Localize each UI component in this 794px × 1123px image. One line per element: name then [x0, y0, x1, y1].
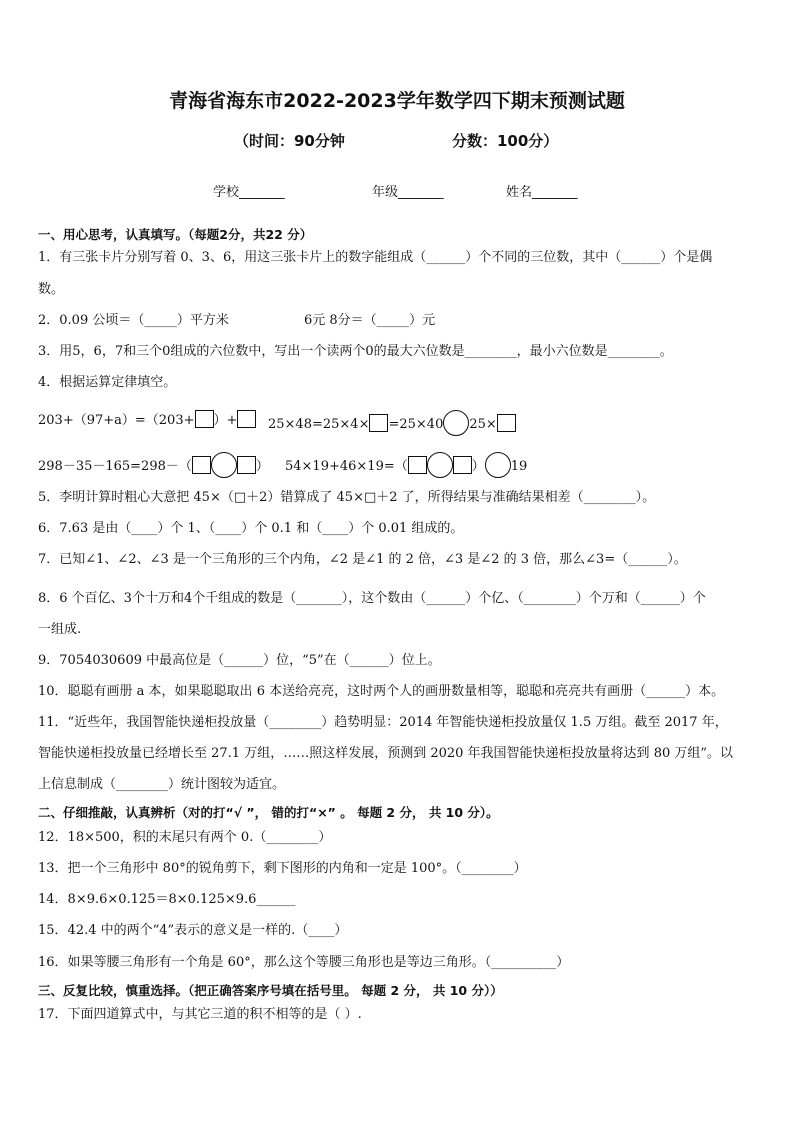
equation-2-text-a: 25×48=25×4×: [268, 417, 370, 432]
question-17: 17．下面四道算式中，与其它三道的积不相等的是（ ）.: [38, 1007, 362, 1022]
question-4: 4．根据运算定律填空。: [38, 375, 177, 390]
question-5: 5．李明计算时粗心大意把 45×（□＋2）错算成了 45×□＋2 了，所得结果与准确结果相差（________）。: [38, 490, 656, 505]
question-10: 10．聪聪有画册 a 本，如果聪聪取出 6 本送给亮亮，这时两个人的画册数量相等，聪聪和亮亮共有画册（______）本。: [38, 684, 725, 699]
equation-2-text-b: =25×40: [388, 417, 444, 432]
answer-box[interactable]: [237, 456, 256, 474]
question-1-line-1: 1．有三张卡片分别写着 0、3、6，用这三张卡片上的数字能组成（______）个不同的三位数，其中（______）个是偶: [38, 250, 713, 265]
exam-time: （时间：90分钟: [234, 132, 345, 150]
equation-3-text-b: ）: [255, 459, 269, 474]
equation-1: [38, 410, 256, 430]
equation-4-text-a: 54×19+46×19=（: [285, 459, 408, 474]
exam-score: 分数：100分）: [452, 132, 559, 150]
answer-box[interactable]: [497, 414, 516, 432]
grade-field[interactable]: 年级_______: [372, 185, 444, 200]
school-field[interactable]: 学校_______: [213, 185, 285, 200]
question-13: 13．把一个三角形中 80°的锐角剪下，剩下图形的内角和一定是 100°。（________）: [38, 861, 527, 876]
answer-box[interactable]: [237, 410, 256, 428]
answer-circle[interactable]: [211, 452, 237, 478]
equation-1-text-b: ）+: [213, 413, 238, 428]
equation-4: [285, 452, 527, 478]
question-14: 14．8×9.6×0.125＝8×0.125×9.6______: [38, 892, 296, 907]
equation-2-text-c: 25×: [469, 417, 497, 432]
question-15: 15．42.4 中的两个“4”表示的意义是一样的.（____）: [38, 923, 348, 938]
answer-box[interactable]: [408, 456, 427, 474]
equation-4-text-c: 19: [510, 459, 528, 474]
equation-3-text-a: 298－35－165=298－（: [38, 459, 192, 474]
name-field[interactable]: 姓名_______: [506, 185, 578, 200]
question-7: 7．已知∠1、∠2、∠3 是一个三角形的三个内角，∠2 是∠1 的 2 倍，∠3 是∠2 的 3 倍，那么∠3=（______）。: [38, 552, 687, 567]
answer-box[interactable]: [369, 414, 388, 432]
question-2-part-b: 6元 8分＝（_____）元: [304, 313, 436, 328]
answer-box[interactable]: [195, 410, 214, 428]
question-16: 16．如果等腰三角形有一个角是 60°，那么这个等腰三角形也是等边三角形。（__________）: [38, 955, 570, 970]
answer-circle[interactable]: [485, 452, 511, 478]
question-1-line-2: 数。: [38, 282, 65, 297]
answer-circle[interactable]: [443, 410, 469, 436]
question-8-line-2: 一组成.: [38, 622, 82, 637]
question-11-line-2: 智能快递柜投放量已经增长至 27.1 万组，……照这样发展，预测到 2020 年我国智能快递柜投放量将达到 80 万组”。以: [38, 746, 734, 761]
section-1-heading: 一、用心思考，认真填写。（每题2分，共22 分）: [38, 227, 313, 242]
question-9: 9．7054030609 中最高位是（______）位，“5”在（______）位上。: [38, 653, 441, 668]
section-3-heading: 三、反复比较，慎重选择。（把正确答案序号填在括号里。 每题 2 分， 共 10 分））: [38, 983, 503, 998]
answer-box[interactable]: [453, 456, 472, 474]
question-8-line-1: 8．6 个百亿、3个十万和4个千组成的数是（_______），这个数由（______）个亿、（________）个万和（______）个: [38, 591, 706, 606]
question-11-line-3: 上信息制成（________）统计图较为适宜。: [38, 777, 286, 792]
equation-1-text-a: 203+（97+a）=（203+: [38, 413, 195, 428]
question-3: 3．用5，6，7和三个0组成的六位数中，写出一个读两个0的最大六位数是________，最小六位数是________。: [38, 344, 673, 359]
equation-4-text-b: ）: [471, 459, 485, 474]
exam-title: 青海省海东市2022-2023学年数学四下期末预测试题: [169, 90, 625, 112]
section-2-heading: 二、仔细推敲，认真辨析（对的打“√ ”， 错的打“×” 。 每题 2 分， 共 10 分）。: [38, 805, 499, 820]
equation-3: [38, 452, 269, 478]
question-6: 6．7.63 是由（____）个 1、（____）个 0.1 和（____）个 0.01 组成的。: [38, 521, 464, 536]
answer-circle[interactable]: [427, 452, 453, 478]
question-2-part-a: 2．0.09 公顷＝（_____）平方米: [38, 313, 229, 328]
question-11-line-1: 11．“近些年，我国智能快递柜投放量（________）趋势明显：2014 年智能快递柜投放量仅 1.5 万组。截至 2017 年，: [38, 715, 728, 730]
question-12: 12．18×500，积的末尾只有两个 0.（________）: [38, 830, 332, 845]
answer-box[interactable]: [192, 456, 211, 474]
equation-2: [268, 410, 516, 436]
